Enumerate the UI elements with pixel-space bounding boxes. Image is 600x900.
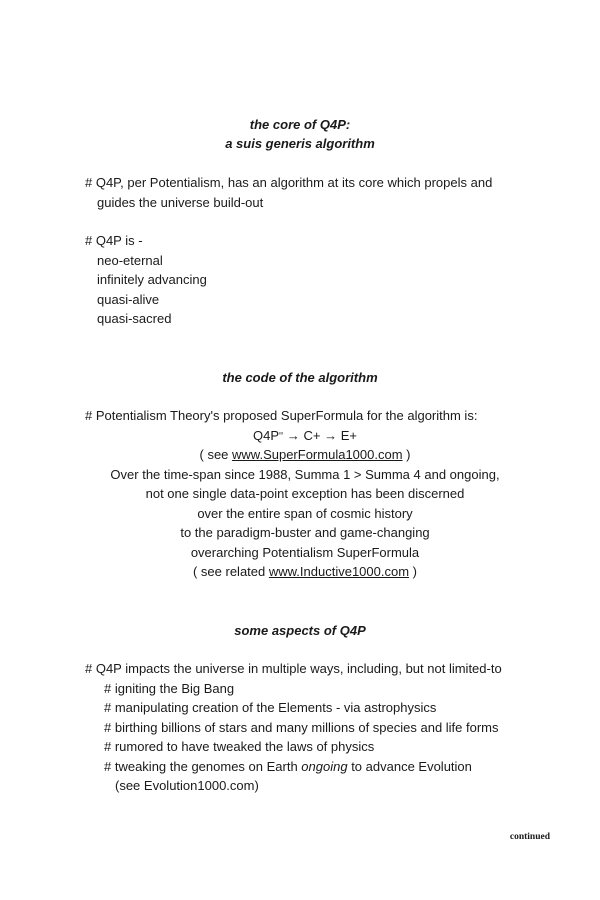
superformula-link[interactable]: www.SuperFormula1000.com (232, 447, 403, 462)
bullet-item: # igniting the Big Bang (104, 681, 235, 696)
bullet-item: # rumored to have tweaked the laws of physics (104, 739, 375, 754)
bullet-text: # tweaking the genomes on Earth (104, 759, 302, 774)
centered-line: not one single data-point exception has been discerned (145, 486, 465, 501)
paragraph-line: guides the universe build-out (97, 195, 264, 210)
bullet-item: # manipulating creation of the Elements - via astrophysics (104, 700, 437, 715)
related-suffix: ) (409, 564, 417, 579)
bullet-item (104, 757, 472, 777)
list-item: quasi-alive (97, 292, 160, 307)
bullet-emphasis: ongoing (301, 759, 348, 774)
paragraph-line: # Q4P, per Potentialism, has an algorithm at its core which propels and (85, 175, 493, 190)
centered-line: over the entire span of cosmic history (197, 506, 413, 521)
list-intro: # Q4P is - (85, 233, 143, 248)
section-subtitle-algorithm: a suis generis algorithm (225, 136, 375, 151)
section-title-code: the code of the algorithm (222, 370, 378, 385)
formula-line (0, 426, 600, 446)
related-prefix: ( see related (192, 564, 269, 579)
centered-line: to the paradigm-buster and game-changing (180, 525, 430, 540)
list-item: quasi-sacred (97, 311, 172, 326)
inductive-link[interactable]: www.Inductive1000.com (268, 564, 410, 579)
see-line (0, 445, 600, 465)
list-item: infinitely advancing (97, 272, 207, 287)
section-title-aspects: some aspects of Q4P (234, 623, 366, 638)
centered-line: Over the time-span since 1988, Summa 1 > Summa 4 and ongoing, (110, 467, 500, 482)
bullet-item: # birthing billions of stars and many millions of species and life forms (104, 720, 499, 735)
formula-superscript: ∞ (279, 431, 284, 437)
list-item: neo-eternal (97, 253, 163, 268)
related-line (0, 562, 600, 582)
section-title-core: the core of Q4P: (249, 117, 351, 132)
paragraph-line: # Potentialism Theory's proposed SuperFormula for the algorithm is: (85, 408, 478, 423)
centered-line: overarching Potentialism SuperFormula (190, 545, 420, 560)
see-prefix: ( see (199, 447, 233, 462)
bullet-text: to advance Evolution (347, 759, 472, 774)
formula-rest: → C+ → E+ (283, 428, 357, 443)
formula-main: Q4P (253, 428, 280, 443)
see-evolution: (see Evolution1000.com) (115, 778, 259, 793)
see-suffix: ) (402, 447, 411, 462)
continued-label: continued (509, 832, 550, 842)
paragraph-line: # Q4P impacts the universe in multiple ways, including, but not limited-to (85, 661, 502, 676)
